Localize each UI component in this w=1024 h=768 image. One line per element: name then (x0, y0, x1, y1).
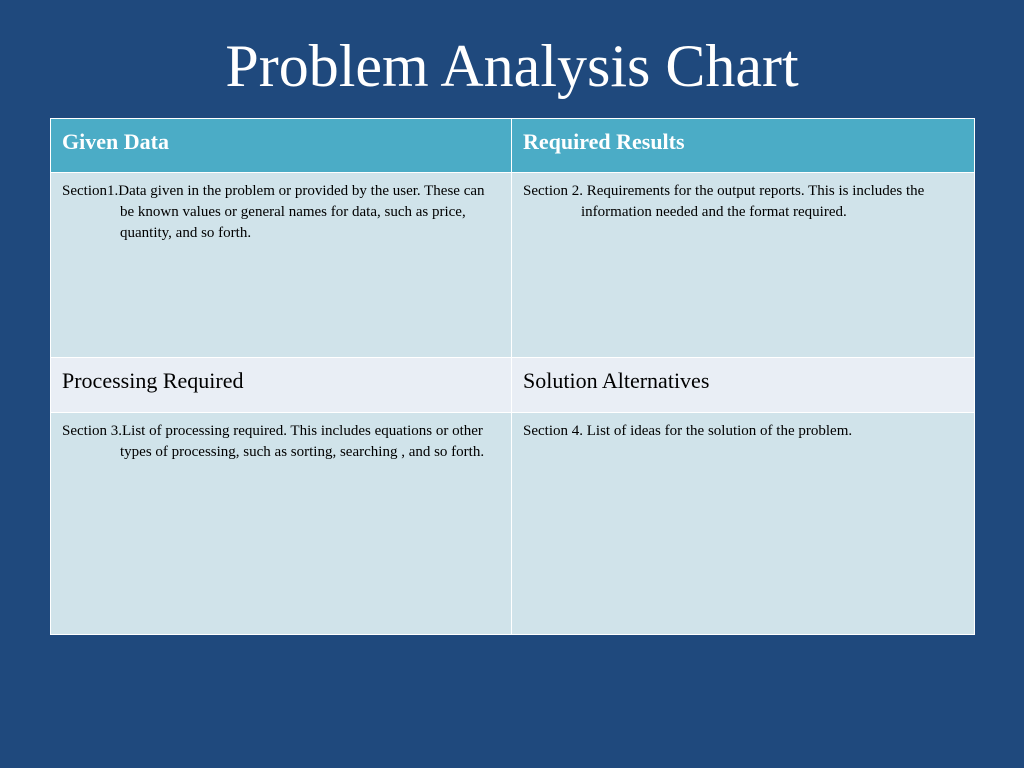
section-4-text: Section 4. List of ideas for the solution of the problem. (523, 423, 853, 439)
section-1-text: Section1.Data given in the problem or provided by the user. These can be known values or general names for data, such as price, quantity, and so forth. (62, 183, 485, 241)
problem-analysis-table (50, 118, 975, 635)
processing-required-cell (51, 358, 512, 413)
required-results-header-cell (512, 119, 975, 173)
solution-alternatives-cell (512, 358, 975, 413)
section-4-cell (512, 413, 975, 635)
slide-title: Problem Analysis Chart (225, 33, 799, 99)
solution-alternatives-label: Solution Alternatives (523, 368, 710, 393)
required-results-header: Required Results (523, 129, 685, 154)
section-2-cell (512, 173, 975, 358)
section-row-1 (51, 173, 975, 358)
given-data-header-cell (51, 119, 512, 173)
section-3-text: Section 3.List of processing required. This includes equations or other types of processing, such as sorting, searching , and so forth. (62, 423, 485, 460)
processing-required-label: Processing Required (62, 368, 244, 393)
section-3-cell (51, 413, 512, 635)
section-1-cell (51, 173, 512, 358)
section-2-text: Section 2. Requirements for the output reports. This is includes the information needed and the format required. (523, 183, 925, 220)
header-row (51, 119, 975, 173)
given-data-header: Given Data (62, 129, 169, 154)
section-row-2 (51, 413, 975, 635)
band-row (51, 358, 975, 413)
